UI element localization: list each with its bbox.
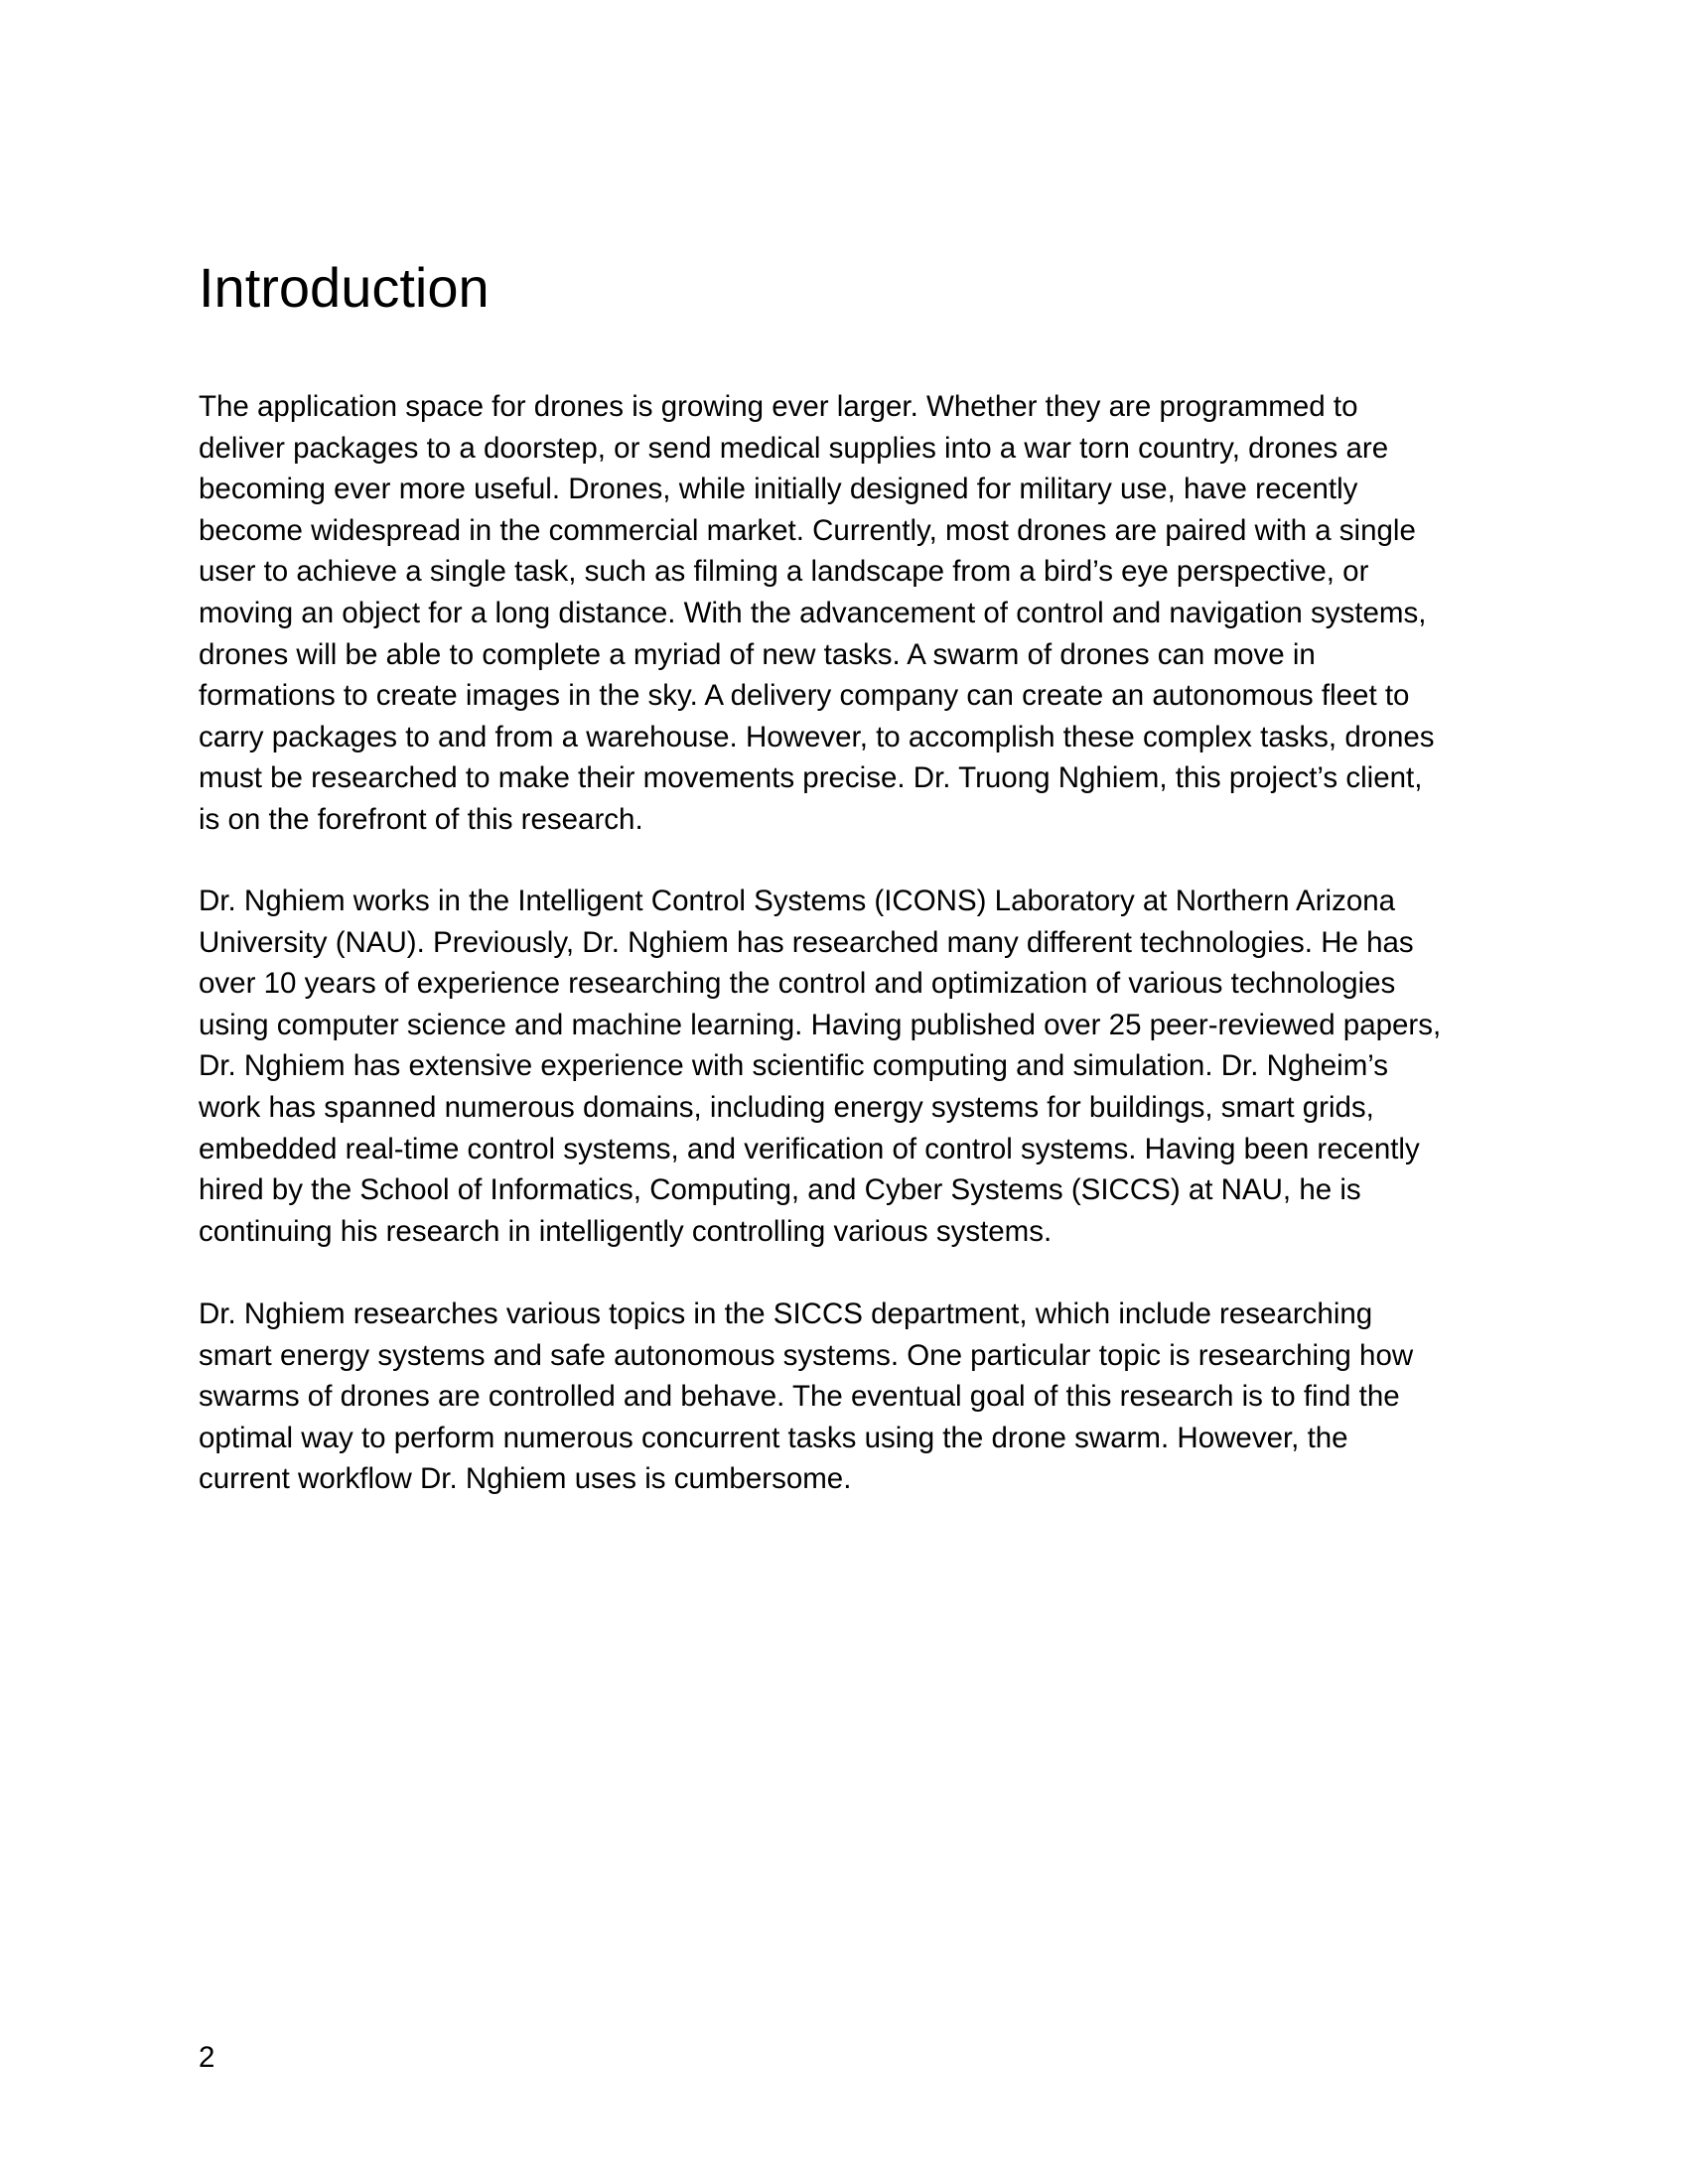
paragraph-line: becoming ever more useful. Drones, while initially designed for military use, have recently [199,473,1358,506]
paragraph-line: become widespread in the commercial market. Currently, most drones are paired with a single [199,513,1416,547]
paragraph-line: formations to create images in the sky. A delivery company can create an autonomous fleet to [199,679,1410,713]
paragraph-line: using computer science and machine learning. Having published over 25 peer-reviewed papers, [199,1008,1442,1041]
paragraph-line: moving an object for a long distance. With the advancement of control and navigation systems, [199,596,1427,629]
paragraph-line: University (NAU). Previously, Dr. Nghiem has researched many different technologies. He has [199,925,1414,959]
paragraph-line: continuing his research in intelligently controlling various systems. [199,1214,1053,1248]
paragraph-line: must be researched to make their movements precise. Dr. Truong Nghiem, this project’s client, [199,761,1423,795]
paragraph-line: embedded real-time control systems, and verification of control systems. Having been recently [199,1132,1420,1165]
paragraph-line: drones will be able to complete a myriad of new tasks. A swarm of drones can move in [199,637,1316,671]
paragraph-line: Dr. Nghiem has extensive experience with scientific computing and simulation. Dr. Ngheim’s [199,1049,1389,1083]
paragraph-line: current workflow Dr. Nghiem uses is cumbersome. [199,1462,852,1496]
paragraph-line: smart energy systems and safe autonomous systems. One particular topic is researching how [199,1338,1414,1372]
paragraph-line: is on the forefront of this research. [199,802,643,836]
paragraph-line: The application space for drones is growing ever larger. Whether they are programmed to [199,390,1358,423]
section-heading: Introduction [199,256,490,319]
paragraph-line: swarms of drones are controlled and behave. The eventual goal of this research is to find the [199,1380,1400,1414]
paragraph-line: Dr. Nghiem works in the Intelligent Control Systems (ICONS) Laboratory at Northern Arizona [199,885,1396,917]
paragraph-line: user to achieve a single task, such as filming a landscape from a bird’s eye perspective, or [199,555,1369,589]
paragraph-line: over 10 years of experience researching the control and optimization of various technologies [199,967,1396,1001]
paragraph-line: Dr. Nghiem researches various topics in the SICCS department, which include researching [199,1297,1373,1330]
paragraph-line: work has spanned numerous domains, including energy systems for buildings, smart grids, [199,1090,1374,1124]
paragraph-research-topics [199,1294,1499,1500]
paragraph-line: carry packages to and from a warehouse. However, to accomplish these complex tasks, drones [199,720,1435,753]
paragraph-line: deliver packages to a doorstep, or send medical supplies into a war torn country, drones are [199,431,1389,465]
paragraph-line: optimal way to perform numerous concurrent tasks using the drone swarm. However, the [199,1421,1348,1454]
paragraph-intro-drones [199,386,1499,841]
paragraph-line: hired by the School of Informatics, Computing, and Cyber Systems (SICCS) at NAU, he is [199,1173,1361,1207]
page-number: 2 [199,2041,215,2074]
paragraph-client-background [199,881,1499,1252]
